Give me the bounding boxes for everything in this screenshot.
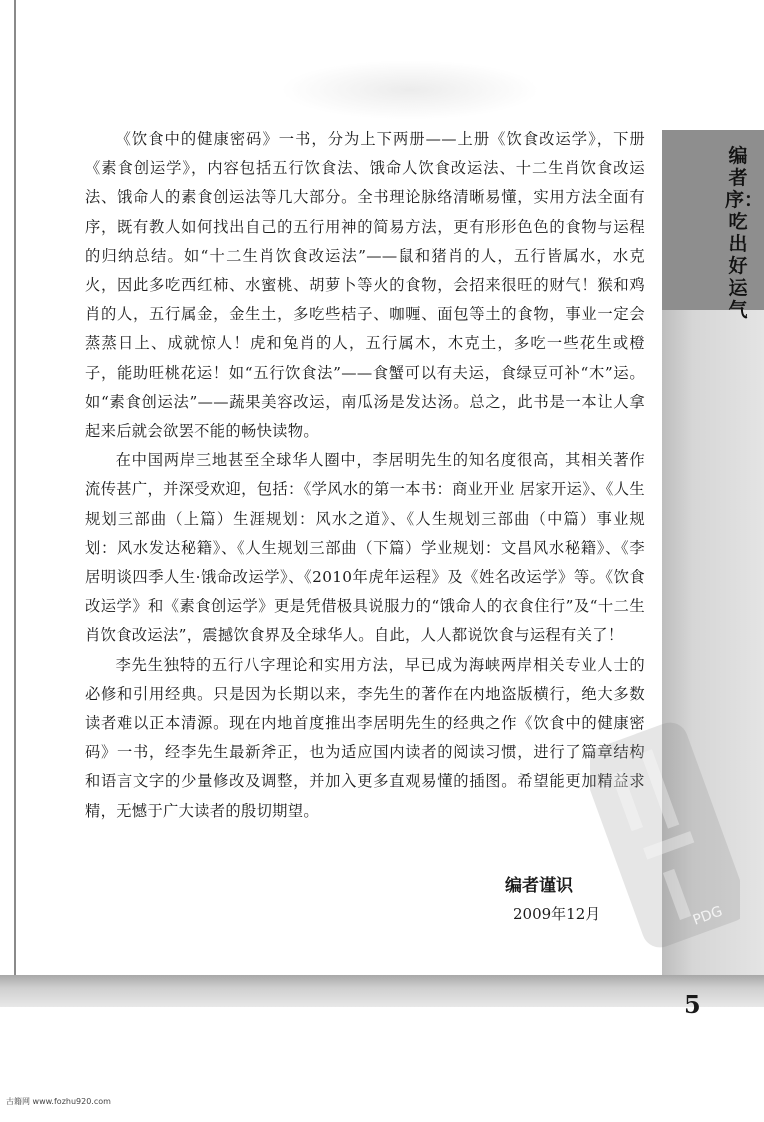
paragraph-1: 《饮食中的健康密码》一书，分为上下两册——上册《饮食改运学》，下册《素食创运学》，内容包括五行饮食法、饿命人饮食改运法、十二生肖饮食改运法、饿命人的素食创运法等几大部分。全书理论脉络清晰易懂，实用方法全面有序，既有教人如何找出自己的五行用神的简易方法，更有形形色色的食物与运程的归纳总结。如“十二生肖饮食改运法”——鼠和猪肖的人，五行皆属水，水克火，因此多吃西红柿、水蜜桃、胡萝卜等火的食物，会招来很旺的财气！猴和鸡肖的人，五行属金，金生土，多吃些桔子、咖喱、面包等土的食物，事业一定会蒸蒸日上、成就惊人！虎和兔肖的人，五行属木，木克土，多吃一些花生或橙子，能助旺桃花运！如“五行饮食法”——食蟹可以有夫运，食绿豆可补“木”运。如“素食创运法”——蔬果美容改运，南瓜汤是发达汤。总之，此书是一本让人拿起来后就会欲罢不能的畅快读物。 [85, 130, 645, 441]
page-number: 5 [684, 990, 701, 1019]
page-edge-line [14, 0, 16, 985]
footer-credit: 古籍网 www.fozhu920.com [6, 1097, 111, 1106]
paragraph-2: 在中国两岸三地甚至全球华人圈中，李居明先生的知名度很高，其相关著作流传甚广，并深受欢迎，包括：《学风水的第一本书：商业开业 居家开运》、《人生规划三部曲（上篇）生涯规划：风水之道》、《人生规划三部曲（中篇）事业规划：风水发达秘籍》、《人生规划三部曲（下篇）学业规划：文昌风水秘籍》、《李居明谈四季人生·饿命改运学》、《2010年虎年运程》及《姓名改运学》等。《饮食改运学》和《素食创运学》更是凭借极具说服力的“饿命人的衣食住行”及“十二生肖饮食改运法”，震撼饮食界及全球华人。自此，人人都说饮食与运程有关了！ [85, 451, 645, 645]
editor-signature: 编者谨识 [505, 876, 573, 896]
seal-watermark-icon [590, 720, 740, 950]
preface-body [85, 125, 645, 826]
paragraph-3: 李先生独特的五行八字理论和实用方法，早已成为海峡两岸相关专业人士的必修和引用经典。只是因为长期以来，李先生的著作在内地盗版横行，绝大多数读者难以正本清源。现在内地首度推出李居明先生的经典之作《饮食中的健康密码》一书，经李先生最新斧正，也为适应国内读者的阅读习惯，进行了篇章结构和语言文字的少量修改及调整，并加入更多直观易懂的插图。希望能更加精益求精，无憾于广大读者的殷切期望。 [85, 655, 645, 820]
preface-date: 2009年12月 [513, 905, 601, 923]
faint-header-shadow [280, 60, 540, 120]
chapter-side-title: 编者序：吃出好运气 [725, 145, 764, 321]
bottom-margin-band [0, 975, 764, 1007]
watermark-label: PDG [690, 903, 725, 929]
